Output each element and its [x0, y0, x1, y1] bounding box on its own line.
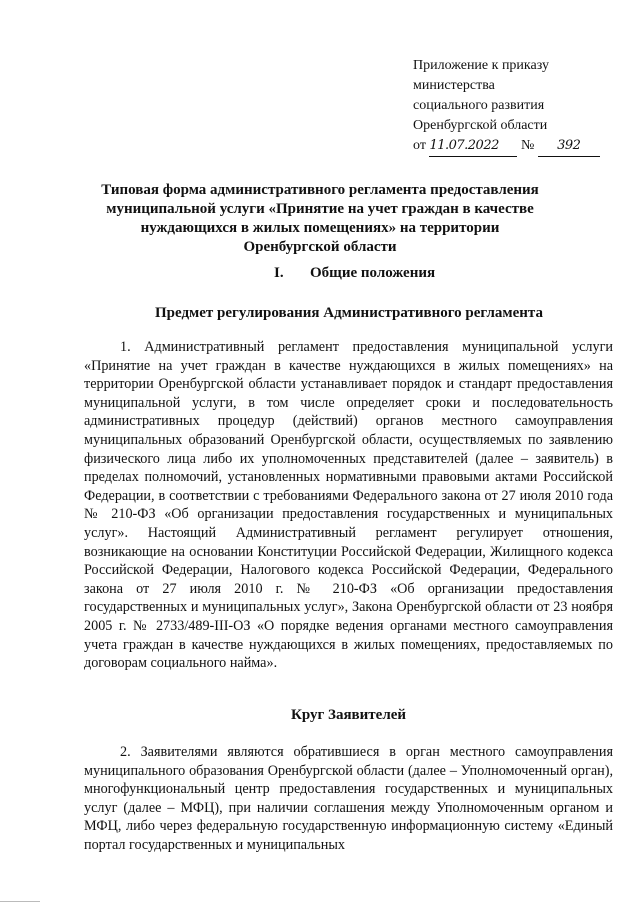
handwritten-date: 11.07.2022	[429, 138, 499, 153]
appendix-line-3: социального развития	[413, 98, 545, 113]
section-heading	[230, 264, 490, 283]
appendix-date-line	[413, 136, 628, 157]
paragraph-1: 1. Административный регламент предоставления муниципальной услуги «Принятие на учет граждан в качестве нуждающихся в жилых помещениях» на территории Оренбургской области устанавливает порядок и стандарт предоставления муниципальной услуги, в том числе определяет сроки и последовательность административных процедур (действий) органов местного самоуправления муниципальных образований Оренбургской области, осуществляемых по заявлению физического лица либо их уполномоченных представителей (далее – заявитель) в пределах полномочий, установленных нормативными правовыми актами Российской Федерации, в соответствии с требованиями Федерального закона от 27 июля 2010 года № 210-ФЗ «Об организации предоставления государственных и муниципальных услуг». Настоящий Административный регламент регулирует отношения, возникающие на основании Конституции Российской Федерации, Жилищного кодекса Российской Федерации, Налогового кодекса Российской Федерации, Федерального закона от 27 июля 2010 г. № 210-ФЗ «Об организации предоставления государственных и муниципальных услуг», Закона Оренбургской области от 23 ноября 2005 г. № 2733/489-III-ОЗ «О порядке ведения органами местного самоуправления учета граждан в качестве нуждающихся в жилых помещениях, предоставляемых по договорам социального найма».	[84, 339, 613, 672]
handwritten-number: 392	[557, 138, 581, 153]
appendix-line-1: Приложение к приказу	[413, 58, 549, 73]
applicants-heading: Круг Заявителей	[290, 707, 407, 723]
section-number: I.	[274, 265, 284, 281]
number-prefix: №	[520, 138, 535, 153]
appendix-block	[413, 56, 628, 157]
appendix-line-4: Оренбургской области	[413, 118, 548, 133]
section-title: Общие положения	[310, 265, 436, 281]
number-field	[538, 136, 600, 157]
subheading: Предмет регулирования Административного регламента	[155, 305, 543, 321]
page-edge-mark	[0, 901, 40, 902]
document-title: Типовая форма административного регламента предоставления муниципальной услуги «Принятие на учет граждан в качестве нуждающихся в жилых помещениях» на территории Оренбургской области	[101, 182, 539, 255]
from-prefix: от	[413, 138, 426, 153]
paragraph-2: 2. Заявителями являются обратившиеся в орган местного самоуправления муниципального образования Оренбургской области (далее – Уполномоченный орган), многофункциональный центр предоставления государственных и муниципальных услуг (далее – МФЦ), при наличии соглашения между Уполномоченным органом и МФЦ, либо через федеральную государственную информационную систему «Единый портал государственных и муниципальных	[84, 744, 613, 853]
appendix-line-2: министерства	[413, 78, 495, 93]
date-field	[429, 136, 517, 157]
